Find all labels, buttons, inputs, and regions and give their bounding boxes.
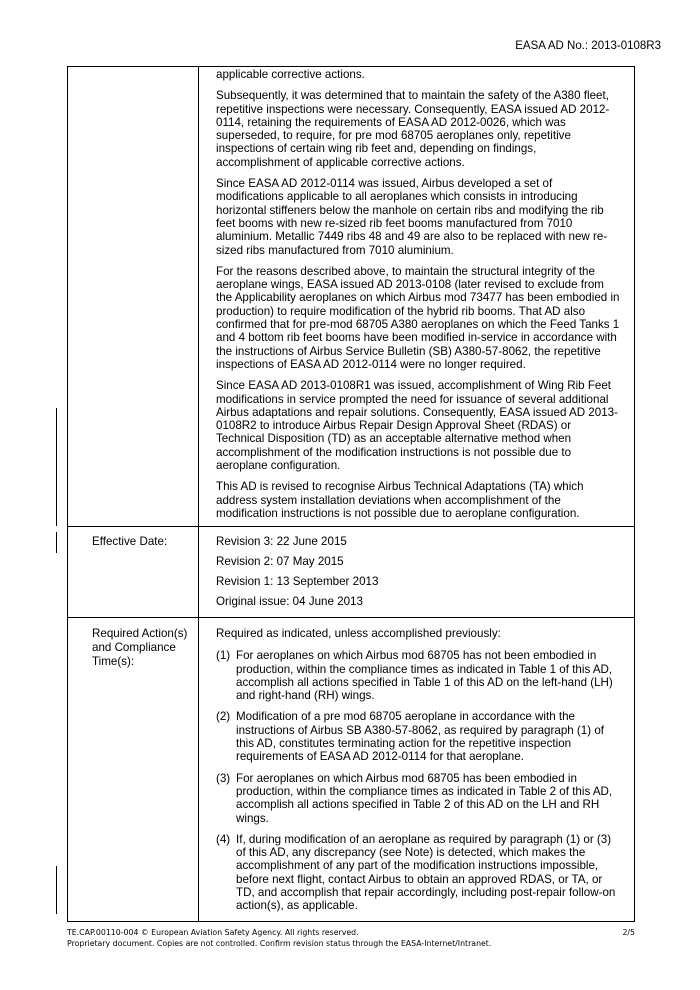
effective-date-label: Effective Date: xyxy=(92,535,168,548)
required-actions-label-cell xyxy=(68,618,199,922)
action-item-number: (3) xyxy=(216,771,231,785)
revision-bar xyxy=(56,408,57,526)
background-paragraph: Since EASA AD 2013-0108R1 was issued, accomplishment of Wing Rib Feet modifications in service prompted the need for issuance of several additional Airbus adaptations and repair solutions. Consequently, EASA issued AD 2013-0108R2 to introduce Airbus Repair Design Approval Sheet (RDAS) or Technical Disposition (TD) as an acceptable alternative method when accomplishment of the modification instructions is not possible due to aeroplane configuration. xyxy=(216,379,618,473)
background-paragraph: Subsequently, it was determined that to maintain the safety of the A380 fleet, repetitive inspections were necessary. Consequently, EASA issued AD 2012-0114, retaining the requirements of EASA AD 2012-0026, which was superseded, to require, for pre mod 68705 aeroplanes only, repetitive inspections of certain wing rib feet and, depending on findings, accomplishment of applicable corrective actions. xyxy=(216,89,610,169)
action-item-number: (1) xyxy=(216,649,231,663)
effective-date-row xyxy=(68,527,635,618)
ad-number-header: EASA AD No.: 2013-0108R3 xyxy=(515,40,661,52)
background-paragraph: For the reasons described above, to maintain the structural integrity of the aeroplane wings, EASA issued AD 2013-0108 (later revised to exclude from the Applicability aeroplanes on which Airbus mod 73477 has been embodied in production) to require modification of the hybrid rib booms. That AD also confirmed that for pre-mod 68705 A380 aeroplanes on which the Feed Tanks 1 and 4 bottom rib feet booms have been modified in-service in accordance with the instructions of Airbus Service Bulletin (SB) A380-57-8062, the repetitive inspections of EASA AD 2012-0114 were no longer required. xyxy=(216,264,620,371)
footer-disclaimer: Proprietary document. Copies are not controlled. Confirm revision status through the EASA-Internet/Intranet. xyxy=(67,939,492,948)
footer-copyright: TE.CAP.00110-004 © European Aviation Safety Agency. All rights reserved. xyxy=(67,928,359,937)
effective-date-revision-2: Revision 2: 07 May 2015 xyxy=(216,554,344,568)
effective-date-revision-3: Revision 3: 22 June 2015 xyxy=(216,535,347,548)
background-paragraph: This AD is revised to recognise Airbus Technical Adaptations (TA) which address system installation deviations when accomplishment of the modification instructions is not possible due to aeroplane configuration. xyxy=(216,480,584,520)
effective-date-revision-1: Revision 1: 13 September 2013 xyxy=(216,574,379,588)
revision-bar xyxy=(56,532,57,553)
ad-table xyxy=(67,66,635,922)
action-item-1 xyxy=(216,649,622,702)
action-item-4 xyxy=(216,833,622,913)
required-actions-content-cell xyxy=(199,618,635,922)
page-number: 2/5 xyxy=(622,928,635,937)
revision-bar xyxy=(56,866,57,914)
action-item-number: (4) xyxy=(216,832,231,846)
action-item-text: If, during modification of an aeroplane as required by paragraph (1) or (3) of this AD, any discrepancy (see Note) is detected, which makes the accomplishment of any part of the modification instructions impossible, before next flight, contact Airbus to obtain an approved RDAS, or TA, or TD, and accomplish that repair accordingly, including post-repair follow-on action(s), as applicable. xyxy=(236,832,616,913)
footer xyxy=(67,927,635,949)
required-actions-row xyxy=(68,618,635,922)
action-item-number: (2) xyxy=(216,710,231,724)
effective-date-label-cell xyxy=(68,527,199,618)
action-item-text: For aeroplanes on which Airbus mod 68705 has been embodied in production, within the compliance times as indicated in Table 2 of this AD, accomplish all actions specified in Table 2 of this AD on the LH and RH wings. xyxy=(236,771,613,825)
required-actions-label: Required Action(s) and Compliance Time(s): xyxy=(92,627,188,668)
effective-date-original: Original issue: 04 June 2013 xyxy=(216,594,363,608)
background-content-cell xyxy=(199,67,635,527)
required-actions-intro: Required as indicated, unless accomplished previously: xyxy=(216,627,501,640)
action-item-2 xyxy=(216,710,622,763)
action-item-text: For aeroplanes on which Airbus mod 68705 has not been embodied in production, within the compliance times as indicated in Table 1 of this AD, accomplish all actions specified in Table 1 of this AD on the left-hand (LH) and right-hand (RH) wings. xyxy=(236,649,613,703)
effective-date-content-cell xyxy=(199,527,635,618)
action-item-text: Modification of a pre mod 68705 aeroplane in accordance with the instructions of Airbus SB A380-57-8062, as required by paragraph (1) of this AD, constitutes terminating action for the repetitive inspection requirements of EASA AD 2012-0114 for that aeroplane. xyxy=(236,710,604,764)
action-item-3 xyxy=(216,772,622,825)
background-paragraph: applicable corrective actions. xyxy=(216,68,365,81)
background-row xyxy=(68,67,635,527)
background-label-cell xyxy=(68,67,199,527)
background-paragraph: Since EASA AD 2012-0114 was issued, Airbus developed a set of modifications applicable to all aeroplanes which consists in introducing horizontal stiffeners below the manhole on certain ribs and modifying the rib feet booms with new re-sized rib feet booms manufactured from 7010 aluminium. Metallic 7449 ribs 48 and 49 are also to be replaced with new re-sized ribs manufactured from 7010 aluminium. xyxy=(216,177,608,257)
